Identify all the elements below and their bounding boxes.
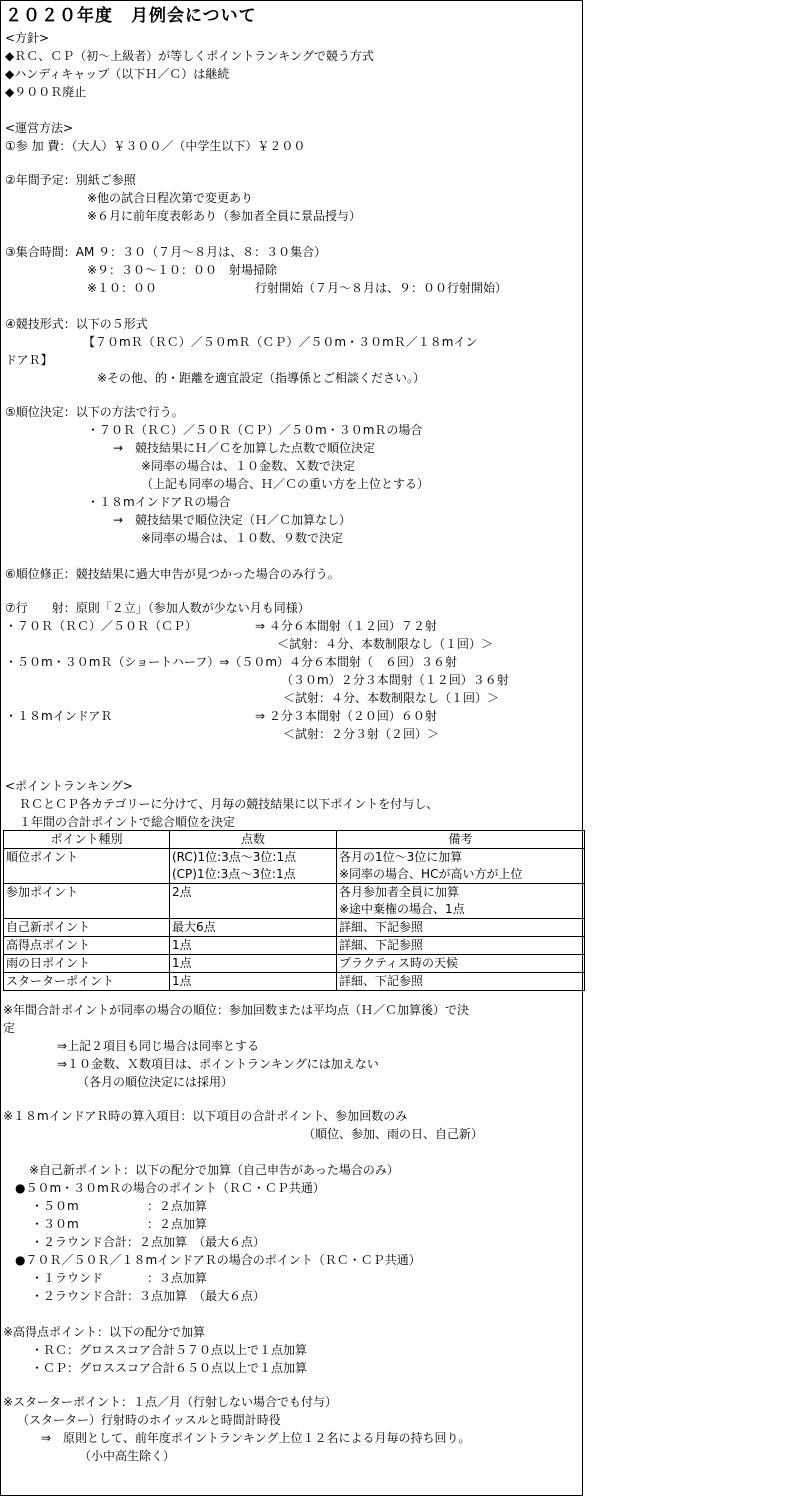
- pb-case: ●７０Ｒ／５０Ｒ／１８mインドアＲの場合のポイント（ＲＣ・ＣＰ共通）: [15, 1253, 421, 1267]
- policy-item: ◆９００Ｒ廃止: [5, 85, 87, 99]
- indoor-note: （順位、参加、雨の日、自己新）: [303, 1127, 484, 1141]
- table-row: [4, 973, 585, 991]
- cell-line: 2点: [172, 885, 192, 899]
- document-title: ２０２０年度 月例会について: [5, 6, 257, 26]
- table-header: ポイント種別: [4, 831, 170, 849]
- ranking-rule: → 競技結果で順位決定（Ｈ／Ｃ加算なし）: [113, 513, 352, 527]
- shooting-case: ・５０m・３０mＲ（ショートハーフ）⇒（５０m）４分６本間射（ ６回）３６射: [5, 655, 458, 669]
- table-row: [4, 937, 585, 955]
- gathering-line: ③集合時間：AM ９：３０（７月～８月は、８：３０集合）: [5, 245, 327, 259]
- pb-item: ：３点加算: [147, 1271, 208, 1285]
- cell-line: ※途中棄権の場合、1点: [339, 902, 465, 916]
- starter-note: （小中高生除く）: [79, 1449, 176, 1463]
- schedule-line: ②年間予定：別紙ご参照: [5, 173, 136, 187]
- table-cell: 詳細、下記参照: [337, 919, 585, 937]
- table-row: [4, 955, 585, 973]
- correction-line: ⑥順位修正：競技結果に過大申告が見つかった場合のみ行う。: [5, 567, 340, 581]
- section-heading: <ポイントランキング>: [5, 779, 133, 793]
- cell-line: 各月の1位～3位に加算: [339, 850, 463, 864]
- tiebreak-note: 定: [3, 1021, 16, 1035]
- pb-item: ・５０m: [31, 1199, 79, 1213]
- table-cell: 順位ポイント: [4, 849, 170, 884]
- policy-item: ◆ＲＣ、ＣＰ（初～上級者）が等しくポイントランキングで競う方式: [5, 49, 374, 63]
- starter-note: ⇒ 原則として、前年度ポイントランキング上位１２名による月毎の持ち回り。: [41, 1431, 471, 1445]
- ranking-note: ※同率の場合は、１０金数、Ｘ数で決定: [141, 459, 356, 473]
- tiebreak-rule: ⇒１０金数、Ｘ数項目は、ポイントランキングには加えない: [57, 1057, 379, 1071]
- cell-line: 各月参加者全員に加算: [339, 885, 460, 899]
- table-cell: 1点: [170, 937, 337, 955]
- format-note: ※その他、的・距離を適宜設定（指導係とご相談ください。）: [97, 371, 426, 385]
- points-table: [3, 830, 585, 991]
- table-cell: プラクティス時の天候: [337, 955, 585, 973]
- ranking-note: ※同率の場合は、１０数、９数で決定: [141, 531, 344, 545]
- highscore-item: ・ＲＣ：グロススコア合計５７０点以上で１点加算: [31, 1343, 308, 1357]
- table-cell: 雨の日ポイント: [4, 955, 170, 973]
- table-header: 備考: [337, 831, 585, 849]
- ranking-case: ・１８mインドアＲの場合: [87, 495, 231, 509]
- ranking-rule: → 競技結果にＨ／Ｃを加算した点数で順位決定: [113, 441, 376, 455]
- tiebreak-rule: ⇒上記２項目も同じ場合は同率とする: [57, 1039, 260, 1053]
- table-cell: 1点: [170, 955, 337, 973]
- shooting-practice: ＜試射：４分、本数制限なし（１回）＞: [283, 691, 500, 705]
- schedule-note: ※６月に前年度表彰あり（参加者全員に景品授与）: [87, 209, 362, 223]
- pb-item: ・３０m: [31, 1217, 79, 1231]
- pb-case: ●５０m・３０mＲの場合のポイント（ＲＣ・ＣＰ共通）: [15, 1181, 325, 1195]
- format-line: ④競技形式：以下の５形式: [5, 317, 148, 331]
- table-cell: 詳細、下記参照: [337, 973, 585, 991]
- cell-line: ※同率の場合、HCが高い方が上位: [339, 867, 523, 881]
- pb-item: ：２点加算: [147, 1199, 208, 1213]
- section-heading: <方針>: [5, 31, 50, 45]
- shooting-spec: ⇒ ４分６本間射（１２回）７２射: [255, 619, 437, 633]
- schedule-note: ※他の試合日程次第で変更あり: [87, 191, 254, 205]
- format-list: ドアＲ】: [5, 353, 53, 367]
- table-cell: 最大6点: [170, 919, 337, 937]
- table-row: [4, 884, 585, 919]
- pb-heading: ※自己新ポイント：以下の配分で加算（自己申告があった場合のみ）: [29, 1163, 399, 1177]
- table-cell: 1点: [170, 973, 337, 991]
- pb-item: ・２ラウンド合計：２点加算 （最大６点）: [31, 1235, 266, 1249]
- table-row: [4, 849, 585, 884]
- gathering-note: 行射開始（７月～８月は、９：００行射開始）: [255, 281, 508, 295]
- gathering-note: ※９：３０～１０：００ 射場掃除: [87, 263, 278, 277]
- fee-line: ①参 加 費：（大人）￥３００／（中学生以下）￥２００: [5, 139, 306, 153]
- table-cell: [337, 884, 585, 919]
- table-cell: スターターポイント: [4, 973, 170, 991]
- starter-heading: ※スターターポイント：１点／月（行射しない場合でも付与）: [3, 1395, 338, 1409]
- table-cell: 詳細、下記参照: [337, 937, 585, 955]
- shooting-case: ・７０Ｒ（ＲＣ）／５０Ｒ（ＣＰ）: [5, 619, 198, 633]
- tiebreak-rule: （各月の順位決定には採用）: [77, 1075, 234, 1089]
- table-cell: 参加ポイント: [4, 884, 170, 919]
- format-list: 【７０mＲ（ＲＣ）／５０mＲ（ＣＰ）／５０m・３０mＲ／１８mイン: [83, 335, 478, 349]
- shooting-practice: ＜試射：２分３射（２回）＞: [283, 727, 440, 741]
- shooting-case: ・１８mインドアＲ: [5, 709, 113, 723]
- ranking-note: （上記も同率の場合、Ｈ／Ｃの重い方を上位とする）: [141, 477, 430, 491]
- shooting-spec: （３０m）２分３本間射（１２回）３６射: [281, 673, 509, 687]
- table-header: 点数: [170, 831, 337, 849]
- indoor-note: ※１８mインドアＲ時の算入項目：以下項目の合計ポイント、参加回数のみ: [3, 1109, 408, 1123]
- ranking-intro: １年間の合計ポイントで総合順位を決定: [19, 815, 236, 829]
- table-cell: 高得点ポイント: [4, 937, 170, 955]
- section-heading: <運営方法>: [5, 121, 74, 135]
- table-cell: 自己新ポイント: [4, 919, 170, 937]
- ranking-intro: ＲＣとＣＰ各カテゴリーに分けて、月毎の競技結果に以下ポイントを付与し、: [19, 797, 439, 811]
- starter-note: （スターター）行射時のホイッスルと時間計時役: [17, 1413, 281, 1427]
- shooting-line: ⑦行 射：原則「２立」（参加人数が少ない月も同様）: [5, 601, 310, 615]
- tiebreak-note: ※年間合計ポイントが同率の場合の順位：参加回数または平均点（Ｈ／Ｃ加算後）で決: [3, 1003, 470, 1017]
- ranking-case: ・７０Ｒ（ＲＣ）／５０Ｒ（ＣＰ）／５０m・３０mＲの場合: [87, 423, 423, 437]
- ranking-line: ⑤順位決定：以下の方法で行う。: [5, 405, 184, 419]
- pb-item: ・２ラウンド合計：３点加算 （最大６点）: [31, 1289, 266, 1303]
- cell-line: (RC)1位:3点～3位:1点: [172, 850, 297, 864]
- shooting-practice: ＜試射：４分、本数制限なし（１回）＞: [277, 637, 494, 651]
- table-row: [4, 919, 585, 937]
- highscore-item: ・ＣＰ：グロススコア合計６５０点以上で１点加算: [31, 1361, 308, 1375]
- highscore-heading: ※高得点ポイント：以下の配分で加算: [3, 1325, 206, 1339]
- table-cell: [337, 849, 585, 884]
- policy-item: ◆ハンディキャップ（以下Ｈ／Ｃ）は継続: [5, 67, 230, 81]
- table-header-row: [4, 831, 585, 849]
- cell-line: (CP)1位:3点～3位:1点: [172, 867, 296, 881]
- shooting-spec: ⇒ ２分３本間射（２０回）６０射: [255, 709, 437, 723]
- pb-item: ・１ラウンド: [31, 1271, 104, 1285]
- gathering-note: ※１０：００: [87, 281, 158, 295]
- table-cell: [170, 849, 337, 884]
- pb-item: ：２点加算: [147, 1217, 208, 1231]
- table-cell: [170, 884, 337, 919]
